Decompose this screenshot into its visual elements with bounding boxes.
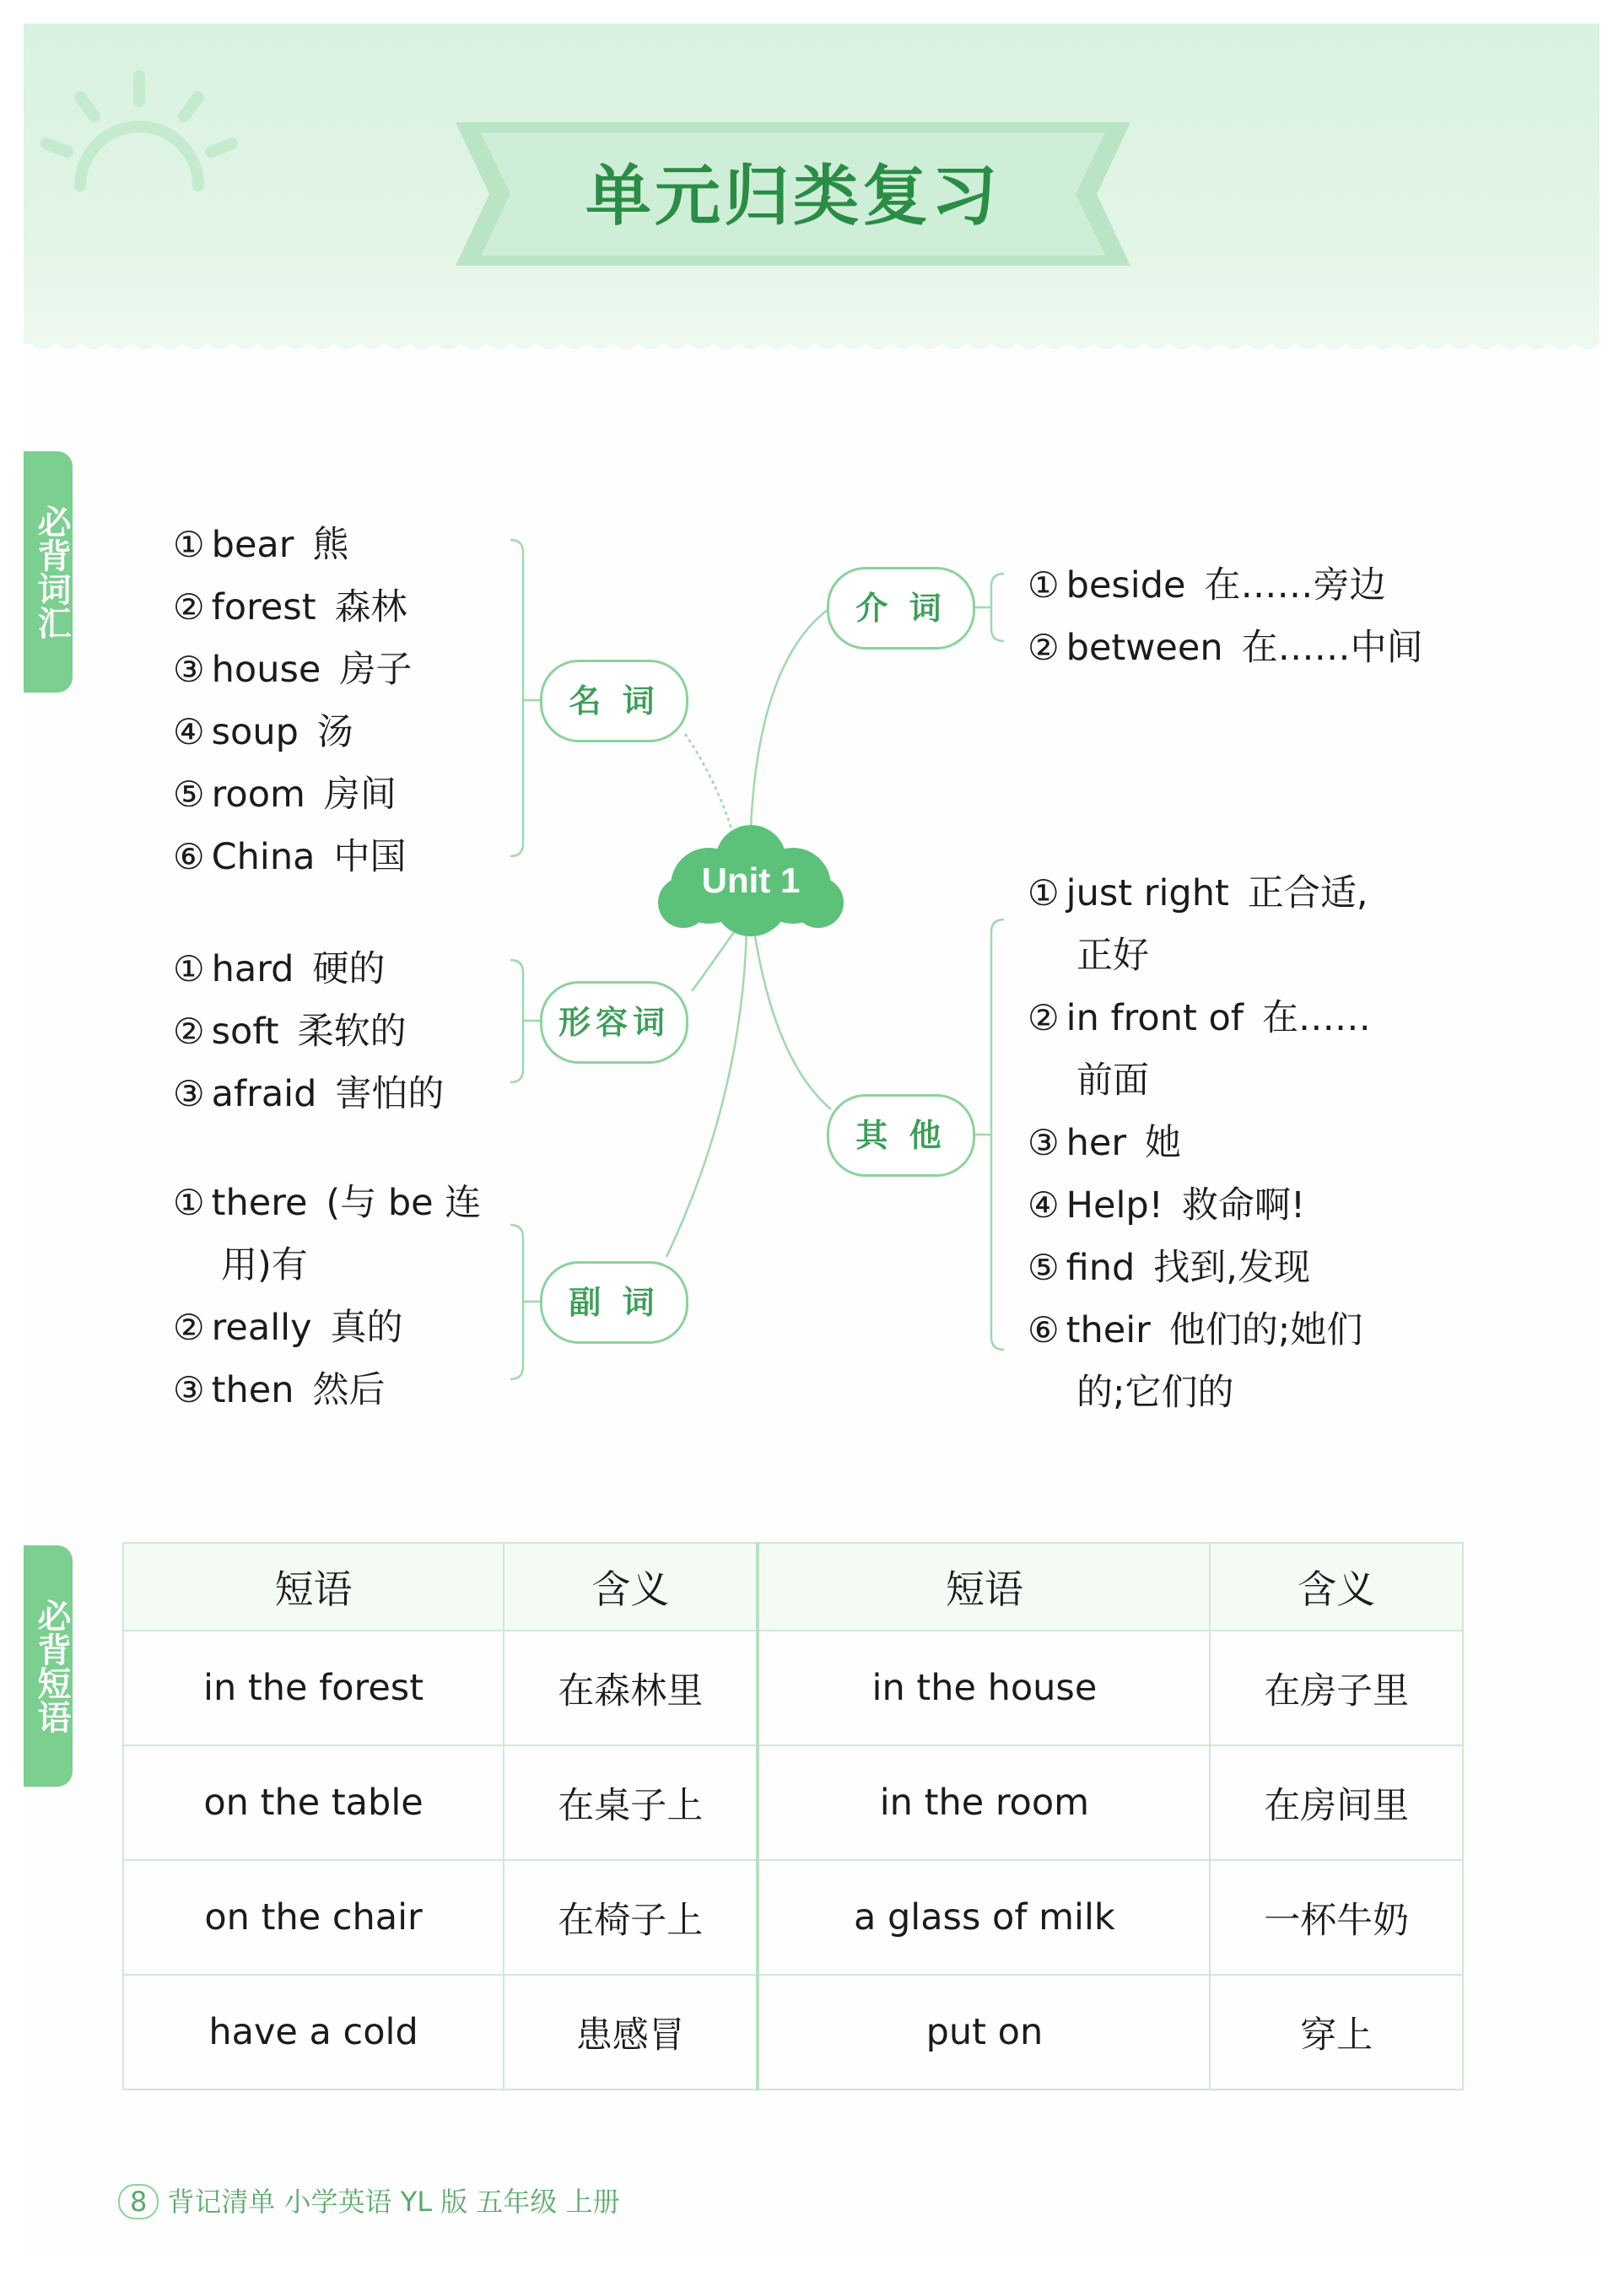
table-cell: in the room [758, 1745, 1210, 1860]
noun-item: ⑥ China 中国 [173, 836, 407, 878]
page-title: 单元归类复习 [585, 159, 1001, 235]
adjective-item: ① hard 硬的 [173, 948, 386, 990]
adverb-item: ② really 真的 [173, 1307, 403, 1349]
table-cell: put on [758, 1975, 1210, 2090]
adverb-item: ③ then 然后 [173, 1369, 386, 1411]
table-cell: 在桌子上 [504, 1745, 758, 1860]
unit-label: Unit 1 [701, 860, 801, 900]
table-cell: 在房间里 [1210, 1745, 1463, 1860]
category-prepositions: 介 词 [827, 567, 975, 650]
phrase-table [122, 1542, 1464, 2090]
tab-vocab: 必背词汇 [24, 451, 73, 693]
table-cell: in the house [758, 1631, 1210, 1745]
other-item-continuation: 前面 [1076, 1060, 1149, 1102]
table-header: 含义 [504, 1543, 758, 1631]
table-cell: 在森林里 [504, 1631, 758, 1745]
category-nouns: 名 词 [540, 660, 688, 742]
preposition-item: ① beside 在……旁边 [1028, 564, 1386, 607]
table-row [123, 1860, 1463, 1975]
table-header: 短语 [123, 1543, 504, 1631]
other-item: ⑤ find 找到,发现 [1028, 1247, 1310, 1289]
table-cell: have a cold [123, 1975, 504, 2090]
other-item: ② in front of 在…… [1028, 997, 1371, 1039]
adjective-item: ③ afraid 害怕的 [173, 1073, 445, 1115]
category-adverbs: 副 词 [540, 1261, 688, 1344]
table-header: 短语 [758, 1543, 1210, 1631]
other-item: ⑥ their 他们的;她们 [1028, 1309, 1363, 1351]
table-header: 含义 [1210, 1543, 1463, 1631]
noun-item: ④ soup 汤 [173, 711, 353, 753]
adverb-item: ① there (与 be 连 [173, 1182, 482, 1224]
tab-phrases: 必背短语 [24, 1545, 73, 1787]
table-cell: 在椅子上 [504, 1860, 758, 1975]
noun-item: ⑤ room 房间 [173, 774, 397, 816]
table-header-row [123, 1543, 1463, 1631]
preposition-item: ② between 在……中间 [1028, 627, 1423, 669]
table-row [123, 1631, 1463, 1745]
noun-item: ③ house 房子 [173, 649, 413, 691]
adverb-item-continuation: 用)有 [221, 1244, 308, 1286]
table-row [123, 1975, 1463, 2090]
table-cell: on the chair [123, 1860, 504, 1975]
category-adjectives: 形容词 [540, 981, 688, 1064]
other-item-continuation: 正好 [1076, 935, 1149, 977]
table-row [123, 1745, 1463, 1860]
other-item-continuation: 的;它们的 [1076, 1372, 1234, 1414]
adjective-item: ② soft 柔软的 [173, 1011, 407, 1053]
table-cell: on the table [123, 1745, 504, 1860]
other-item: ④ Help! 救命啊! [1028, 1184, 1306, 1227]
noun-item: ① bear 熊 [173, 524, 349, 566]
footer-text: 背记清单 小学英语 YL 版 五年级 上册 [167, 2186, 620, 2218]
page-footer [118, 2181, 620, 2219]
other-item: ③ her 她 [1028, 1122, 1182, 1164]
table-cell: a glass of milk [758, 1860, 1210, 1975]
table-cell: 穿上 [1210, 1975, 1463, 2090]
page-number: 8 [118, 2184, 159, 2219]
table-cell: 一杯牛奶 [1210, 1860, 1463, 1975]
table-cell: 在房子里 [1210, 1631, 1463, 1745]
category-others: 其 他 [827, 1094, 975, 1177]
noun-item: ② forest 森林 [173, 586, 407, 628]
table-cell: in the forest [123, 1631, 504, 1745]
other-item: ① just right 正合适, [1028, 872, 1368, 914]
table-cell: 患感冒 [504, 1975, 758, 2090]
